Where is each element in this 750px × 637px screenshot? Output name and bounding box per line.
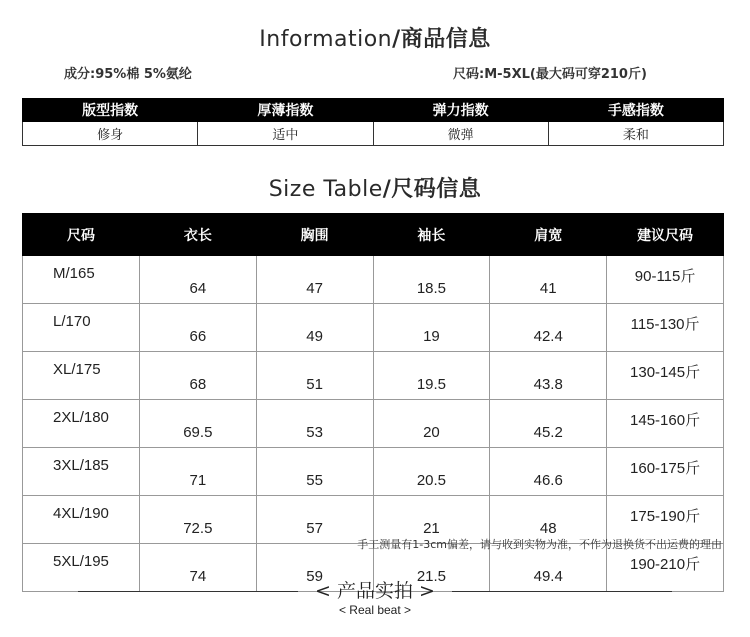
suggested-size-cell: 145-160斤 (607, 400, 724, 448)
chest-cell: 59 (256, 544, 373, 592)
size-range-text: 尺码:M-5XL(最大码可穿210斤) (453, 67, 647, 82)
chest-col-header: 胸围 (256, 214, 373, 256)
info-title (0, 22, 750, 53)
shoulder-cell: 49.4 (490, 544, 607, 592)
sleeve-cell: 21.5 (373, 544, 490, 592)
suggested-size-cell: 90-115斤 (607, 256, 724, 304)
info-title-en: Information (259, 27, 393, 52)
chest-cell: 57 (256, 496, 373, 544)
suggested-size-cell: 160-175斤 (607, 448, 724, 496)
length-cell: 64 (139, 256, 256, 304)
feel-index-value: 柔和 (548, 122, 723, 146)
measurement-note: 手工测量有1-3cm偏差，请与收到实物为准，不作为退换货不出运费的理由 (357, 538, 722, 551)
info-title-cn: 商品信息 (400, 27, 491, 52)
elasticity-index-value: 微弹 (373, 122, 548, 146)
sleeve-cell: 19 (373, 304, 490, 352)
real-photo-title: < 产品实拍 > (315, 580, 435, 602)
fit-index-header-row (23, 99, 724, 122)
size-cell: XL/175 (23, 352, 140, 400)
length-cell: 72.5 (139, 496, 256, 544)
fit-index-value: 修身 (23, 122, 198, 146)
length-cell: 71 (139, 448, 256, 496)
info-title-sep: / (392, 27, 401, 52)
length-col-header: 衣长 (139, 214, 256, 256)
size-cell: 4XL/190 (23, 496, 140, 544)
feel-index-header: 手感指数 (548, 99, 723, 122)
size-title (0, 172, 750, 203)
size-cell: 3XL/185 (23, 448, 140, 496)
length-cell: 66 (139, 304, 256, 352)
table-row (23, 304, 724, 352)
sleeve-cell: 21 (373, 496, 490, 544)
size-cell: L/170 (23, 304, 140, 352)
table-row (23, 352, 724, 400)
thickness-index-header: 厚薄指数 (198, 99, 373, 122)
shoulder-cell: 42.4 (490, 304, 607, 352)
table-row (23, 400, 724, 448)
elasticity-index-header: 弹力指数 (373, 99, 548, 122)
suggested-size-cell: 130-145斤 (607, 352, 724, 400)
shoulder-col-header: 肩宽 (490, 214, 607, 256)
suggested-size-cell: 115-130斤 (607, 304, 724, 352)
sleeve-cell: 19.5 (373, 352, 490, 400)
shoulder-cell: 48 (490, 496, 607, 544)
sleeve-cell: 20.5 (373, 448, 490, 496)
fit-index-value-row (23, 122, 724, 146)
table-row (23, 256, 724, 304)
shoulder-cell: 41 (490, 256, 607, 304)
sleeve-col-header: 袖长 (373, 214, 490, 256)
real-photo-subtitle: < Real beat > (338, 603, 412, 617)
table-row (23, 448, 724, 496)
size-cell: 2XL/180 (23, 400, 140, 448)
shoulder-cell: 43.8 (490, 352, 607, 400)
size-title-cn: 尺码信息 (391, 177, 482, 202)
size-title-sep: / (382, 177, 392, 202)
fit-index-header: 版型指数 (23, 99, 198, 122)
composition-text: 成分:95%棉 5%氨纶 (64, 67, 192, 82)
fit-index-table (22, 98, 724, 146)
size-table-header-row (23, 214, 724, 256)
size-title-en: Size Table (268, 177, 383, 202)
thickness-index-value: 适中 (198, 122, 373, 146)
size-cell: M/165 (23, 256, 140, 304)
chest-cell: 55 (256, 448, 373, 496)
suggested-size-cell: 175-190斤 (607, 496, 724, 544)
chest-cell: 49 (256, 304, 373, 352)
suggested-size-col-header: 建议尺码 (607, 214, 724, 256)
length-cell: 68 (139, 352, 256, 400)
size-cell: 5XL/195 (23, 544, 140, 592)
shoulder-cell: 45.2 (490, 400, 607, 448)
suggested-size-cell: 190-210斤 (607, 544, 724, 592)
chest-cell: 47 (256, 256, 373, 304)
chest-cell: 51 (256, 352, 373, 400)
chest-cell: 53 (256, 400, 373, 448)
sleeve-cell: 18.5 (373, 256, 490, 304)
length-cell: 74 (139, 544, 256, 592)
shoulder-cell: 46.6 (490, 448, 607, 496)
length-cell: 69.5 (139, 400, 256, 448)
size-col-header: 尺码 (23, 214, 140, 256)
sleeve-cell: 20 (373, 400, 490, 448)
